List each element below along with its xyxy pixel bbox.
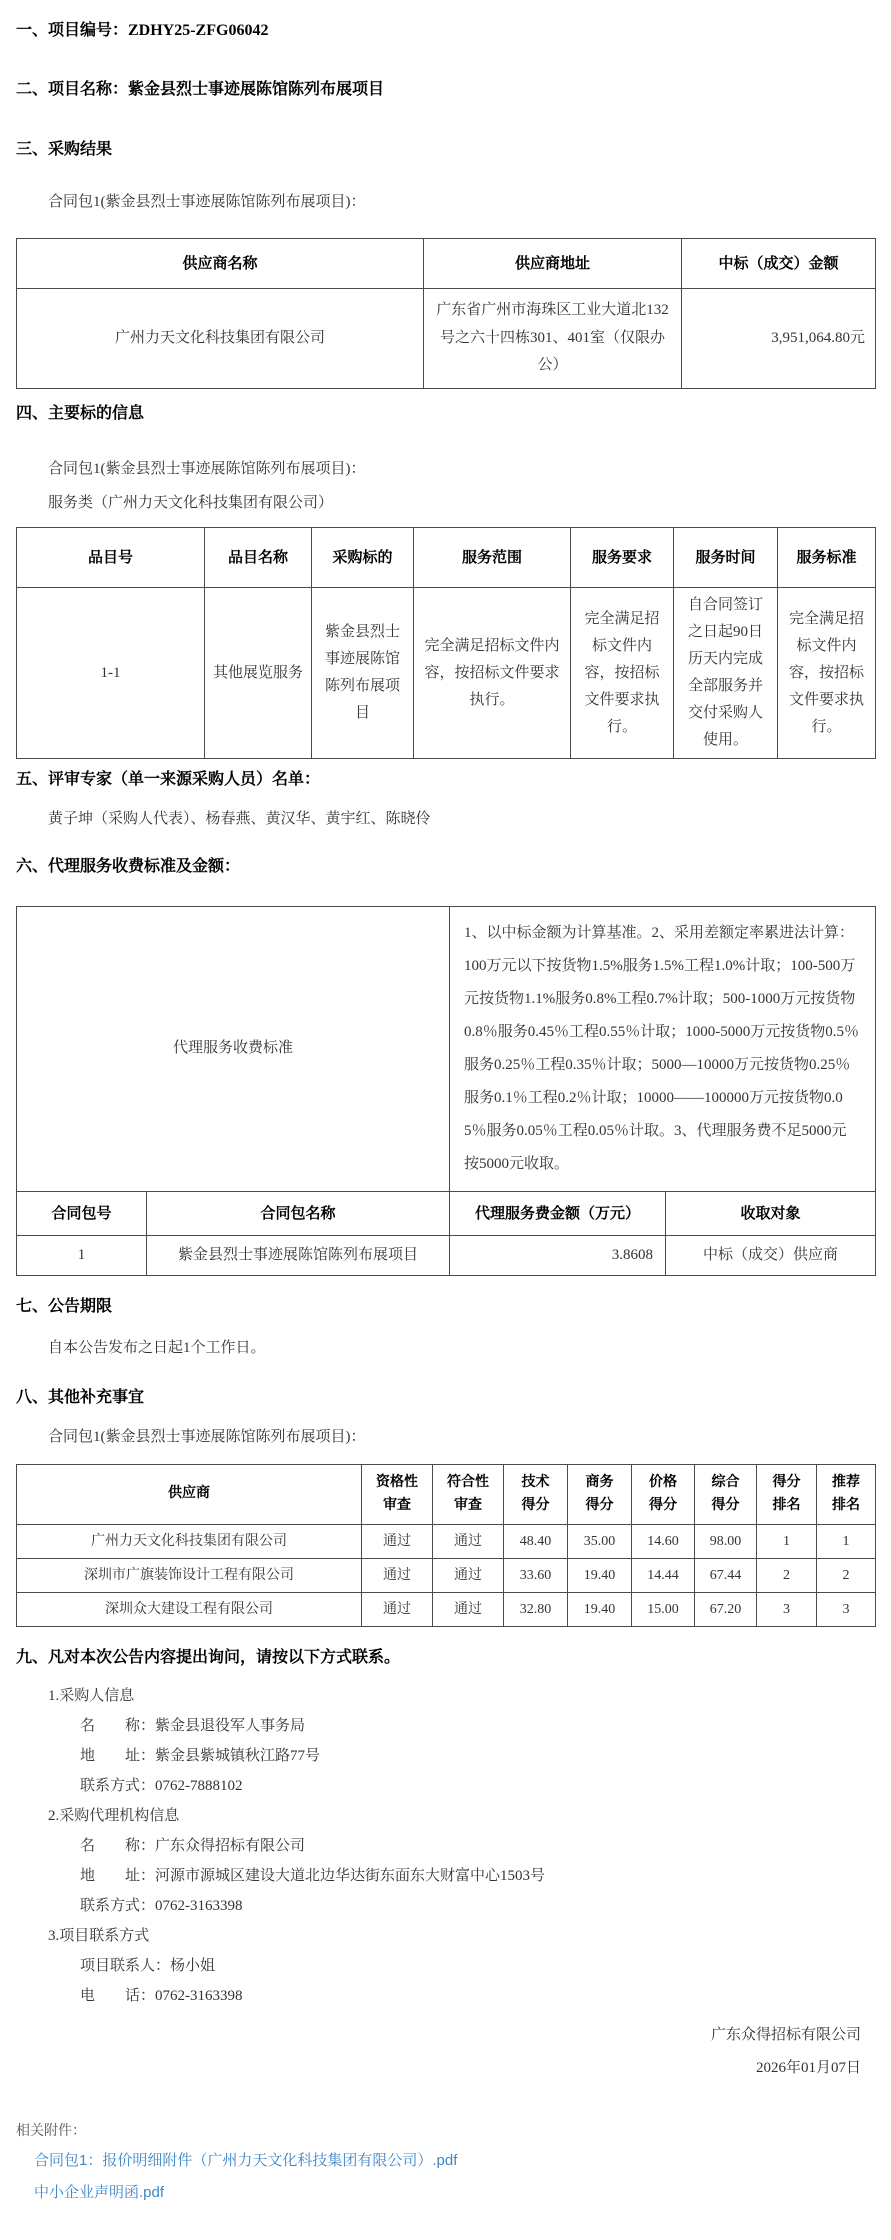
item-no-header: 品目号 bbox=[17, 528, 205, 588]
table-cell: 32.80 bbox=[504, 1593, 568, 1627]
table-cell: 3 bbox=[817, 1593, 876, 1627]
subject-matter-table bbox=[16, 527, 876, 759]
package-no-cell: 1 bbox=[17, 1236, 147, 1276]
table-row bbox=[17, 907, 876, 1192]
attachments-section bbox=[16, 2115, 875, 2209]
supplier-name-cell: 广州力天文化科技集团有限公司 bbox=[17, 289, 424, 389]
service-requirement-cell: 完全满足招标文件内容，按招标文件要求执行。 bbox=[571, 588, 674, 759]
service-time-cell: 自合同签订之日起90日历天内完成全部服务并交付采购人使用。 bbox=[674, 588, 778, 759]
project-contact-person-line bbox=[16, 1951, 875, 1981]
table-row bbox=[17, 1559, 876, 1593]
fee-standard-label-cell: 代理服务收费标准 bbox=[17, 907, 450, 1192]
supplier-cell: 广州力天文化科技集团有限公司 bbox=[17, 1525, 362, 1559]
field-label: 项目联系人： bbox=[80, 1958, 171, 1974]
section-2-project-name: 二、项目名称：紫金县烈士事迹展陈馆陈列布展项目 bbox=[16, 81, 385, 98]
table-row bbox=[17, 1525, 876, 1559]
field-label: 名 称： bbox=[80, 1718, 156, 1734]
section-1-project-number: 一、项目编号：ZDHY25-ZFG06042 bbox=[16, 22, 269, 39]
agency-name-line bbox=[16, 1831, 875, 1861]
attachment-link-quote-detail-pdf[interactable]: 合同包1：报价明细附件（广州力天文化科技集团有限公司）.pdf bbox=[34, 2152, 458, 2169]
agency-info-heading: 2.采购代理机构信息 bbox=[48, 1808, 180, 1824]
table-cell: 67.20 bbox=[695, 1593, 757, 1627]
table-cell: 33.60 bbox=[504, 1559, 568, 1593]
award-amount-header: 中标（成交）金额 bbox=[682, 239, 876, 289]
agency-fee-amount-cell: 3.8608 bbox=[450, 1236, 666, 1276]
purchaser-info-heading: 1.采购人信息 bbox=[48, 1688, 135, 1704]
field-value: 0762-3163398 bbox=[155, 1898, 243, 1914]
field-value: 紫金县退役军人事务局 bbox=[155, 1718, 306, 1734]
table-cell: 通过 bbox=[433, 1525, 504, 1559]
table-cell: 15.00 bbox=[632, 1593, 695, 1627]
purchaser-name-line bbox=[16, 1711, 875, 1741]
field-value: 河源市源城区建设大道北边华达街东面东大财富中心1503号 bbox=[155, 1868, 546, 1884]
experts-list: 黄子坤（采购人代表）、杨春燕、黄汉华、黄宇红、陈晓伶 bbox=[48, 811, 431, 827]
field-label: 地 址： bbox=[80, 1748, 156, 1764]
table-cell: 98.00 bbox=[695, 1525, 757, 1559]
conformity-review-header: 符合性审查 bbox=[433, 1465, 504, 1525]
table-cell: 19.40 bbox=[568, 1559, 632, 1593]
table-cell: 14.44 bbox=[632, 1559, 695, 1593]
field-label: 联系方式： bbox=[80, 1778, 156, 1794]
fee-standard-text-cell: 1、以中标金额为计算基准。2、采用差额定率累进法计算：100万元以下按货物1.5%服务1.5%工程1.0%计取；100-500万元按货物1.1%服务0.8%工程0.7%计取；500-1000万元按货物0.8％服务0.45％工程0.55％计取；1000-5000万元按货物0.5％服务0.25％工程0.35％计取；5000—10000万元按货物0.25％服务0.1％工程0.2％计取；10000——100000万元按货物0.05％服务0.05％工程0.05％计取。3、代理服务费不足5000元按5000元收取。 bbox=[450, 907, 876, 1192]
table-cell: 67.44 bbox=[695, 1559, 757, 1593]
section-5-title: 五、评审专家（单一来源采购人员）名单： bbox=[16, 771, 321, 788]
total-score-header: 综合得分 bbox=[695, 1465, 757, 1525]
service-time-header: 服务时间 bbox=[674, 528, 778, 588]
field-value: 紫金县紫城镇秋江路77号 bbox=[155, 1748, 321, 1764]
section-8-title: 八、其他补充事宜 bbox=[16, 1389, 145, 1406]
service-requirement-header: 服务要求 bbox=[571, 528, 674, 588]
table-cell: 通过 bbox=[362, 1593, 433, 1627]
score-table bbox=[16, 1464, 876, 1627]
item-no-cell: 1-1 bbox=[17, 588, 205, 759]
fee-payer-header: 收取对象 bbox=[666, 1192, 876, 1236]
section-3-title: 三、采购结果 bbox=[16, 141, 113, 158]
agency-contact-line bbox=[16, 1891, 875, 1921]
technical-score-header: 技术得分 bbox=[504, 1465, 568, 1525]
fee-payer-cell: 中标（成交）供应商 bbox=[666, 1236, 876, 1276]
project-contact-heading: 3.项目联系方式 bbox=[48, 1928, 150, 1944]
section-4-title: 四、主要标的信息 bbox=[16, 405, 145, 422]
package-line-s3: 合同包1(紫金县烈士事迹展陈馆陈列布展项目)： bbox=[48, 194, 366, 210]
attachment-link-sme-declaration-pdf[interactable]: 中小企业声明函.pdf bbox=[34, 2184, 165, 2201]
supplier-address-header: 供应商地址 bbox=[424, 239, 682, 289]
table-cell: 2 bbox=[757, 1559, 817, 1593]
agency-fee-table bbox=[16, 906, 876, 1276]
business-score-header: 商务得分 bbox=[568, 1465, 632, 1525]
table-cell: 35.00 bbox=[568, 1525, 632, 1559]
purchaser-address-line bbox=[16, 1741, 875, 1771]
announcement-period-text: 自本公告发布之日起1个工作日。 bbox=[48, 1340, 266, 1356]
table-cell: 14.60 bbox=[632, 1525, 695, 1559]
supplier-header: 供应商 bbox=[17, 1465, 362, 1525]
item-name-header: 品目名称 bbox=[205, 528, 312, 588]
purchaser-contact-line bbox=[16, 1771, 875, 1801]
section-7-title: 七、公告期限 bbox=[16, 1298, 113, 1315]
package-line-s8: 合同包1(紫金县烈士事迹展陈馆陈列布展项目)： bbox=[48, 1429, 366, 1445]
agency-address-line bbox=[16, 1861, 875, 1891]
table-cell: 48.40 bbox=[504, 1525, 568, 1559]
service-standard-cell: 完全满足招标文件内容，按招标文件要求执行。 bbox=[778, 588, 876, 759]
field-value: 广东众得招标有限公司 bbox=[155, 1838, 306, 1854]
table-cell: 通过 bbox=[362, 1525, 433, 1559]
supplier-cell: 深圳众大建设工程有限公司 bbox=[17, 1593, 362, 1627]
table-cell: 19.40 bbox=[568, 1593, 632, 1627]
procurement-result-table bbox=[16, 238, 876, 389]
table-cell: 1 bbox=[757, 1525, 817, 1559]
service-standard-header: 服务标准 bbox=[778, 528, 876, 588]
item-name-cell: 其他展览服务 bbox=[205, 588, 312, 759]
table-cell: 通过 bbox=[433, 1559, 504, 1593]
signoff-date: 2026年01月07日 bbox=[755, 2060, 861, 2076]
signoff-block bbox=[16, 2019, 875, 2085]
price-score-header: 价格得分 bbox=[632, 1465, 695, 1525]
supplier-address-cell: 广东省广州市海珠区工业大道北132号之六十四栋301、401室（仅限办公） bbox=[424, 289, 682, 389]
supplier-name-header: 供应商名称 bbox=[17, 239, 424, 289]
qualification-review-header: 资格性审查 bbox=[362, 1465, 433, 1525]
procurement-target-cell: 紫金县烈士事迹展陈馆陈列布展项目 bbox=[312, 588, 414, 759]
table-row bbox=[17, 1236, 876, 1276]
table-cell: 1 bbox=[817, 1525, 876, 1559]
table-cell: 通过 bbox=[433, 1593, 504, 1627]
procurement-target-header: 采购标的 bbox=[312, 528, 414, 588]
table-cell: 3 bbox=[757, 1593, 817, 1627]
field-value: 杨小姐 bbox=[170, 1958, 216, 1974]
category-line-s4: 服务类（广州力天文化科技集团有限公司） bbox=[48, 495, 334, 511]
field-label: 名 称： bbox=[80, 1838, 156, 1854]
service-scope-cell: 完全满足招标文件内容，按招标文件要求执行。 bbox=[414, 588, 571, 759]
score-rank-header: 得分排名 bbox=[757, 1465, 817, 1525]
package-name-cell: 紫金县烈士事迹展陈馆陈列布展项目 bbox=[147, 1236, 450, 1276]
field-value: 0762-7888102 bbox=[155, 1778, 243, 1794]
agency-fee-amount-header: 代理服务费金额（万元） bbox=[450, 1192, 666, 1236]
package-name-header: 合同包名称 bbox=[147, 1192, 450, 1236]
field-label: 电 话： bbox=[80, 1988, 156, 2004]
service-scope-header: 服务范围 bbox=[414, 528, 571, 588]
field-label: 地 址： bbox=[80, 1868, 156, 1884]
signoff-company: 广东众得招标有限公司 bbox=[710, 2027, 861, 2043]
recommend-rank-header: 推荐排名 bbox=[817, 1465, 876, 1525]
section-6-title: 六、代理服务收费标准及金额： bbox=[16, 858, 241, 875]
attachments-label: 相关附件： bbox=[16, 2122, 86, 2138]
table-cell: 2 bbox=[817, 1559, 876, 1593]
field-value: 0762-3163398 bbox=[155, 1988, 243, 2004]
table-row bbox=[17, 1593, 876, 1627]
package-no-header: 合同包号 bbox=[17, 1192, 147, 1236]
table-cell: 通过 bbox=[362, 1559, 433, 1593]
section-9-title: 九、凡对本次公告内容提出询问，请按以下方式联系。 bbox=[16, 1649, 401, 1666]
field-label: 联系方式： bbox=[80, 1898, 156, 1914]
table-row bbox=[17, 588, 876, 759]
award-amount-cell: 3,951,064.80元 bbox=[682, 289, 876, 389]
supplier-cell: 深圳市广旗装饰设计工程有限公司 bbox=[17, 1559, 362, 1593]
package-line-s4: 合同包1(紫金县烈士事迹展陈馆陈列布展项目)： bbox=[48, 461, 366, 477]
contact-block bbox=[16, 1681, 875, 2011]
project-contact-phone-line bbox=[16, 1981, 875, 2011]
table-row bbox=[17, 289, 876, 389]
